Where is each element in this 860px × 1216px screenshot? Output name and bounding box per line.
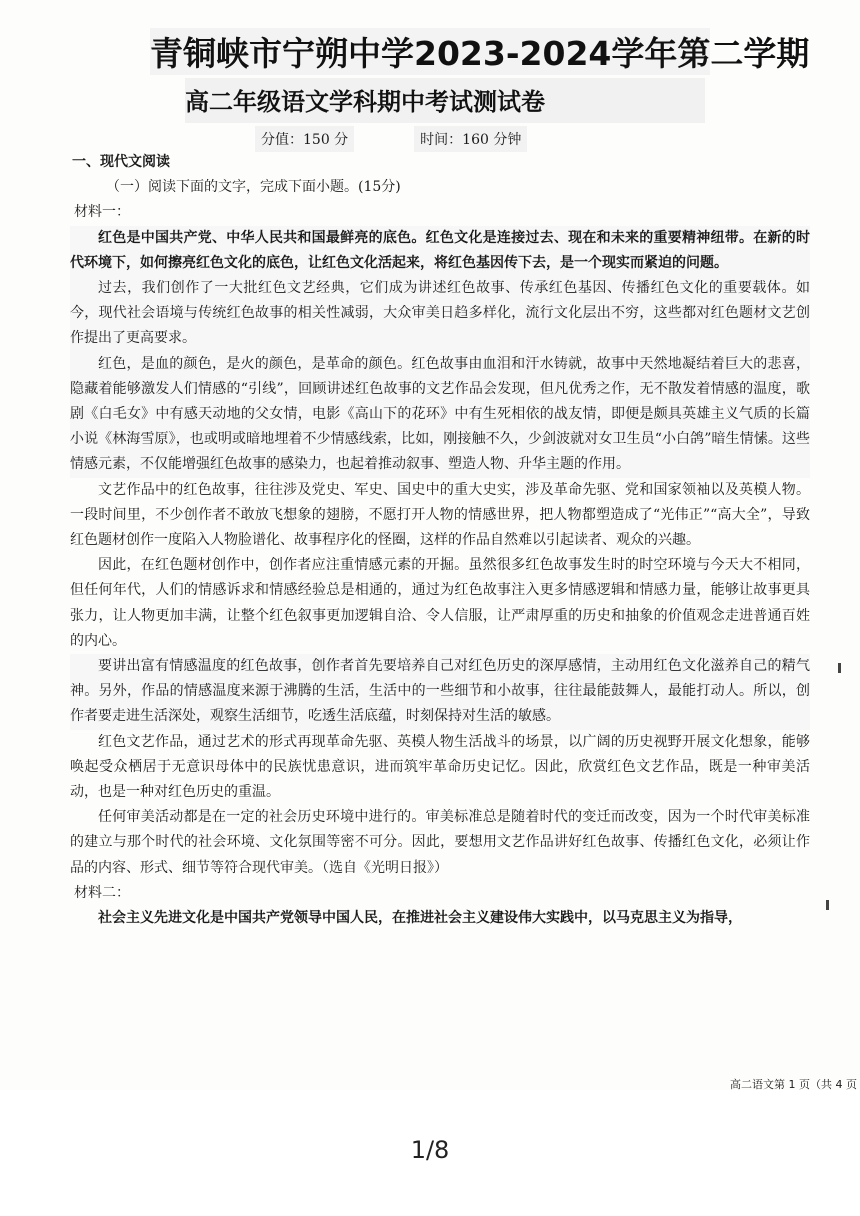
scan-speck [826,900,829,910]
question-instructions: （一）阅读下面的文字，完成下面小题。(15分) [106,179,401,196]
material1-label: 材料一： [74,204,130,221]
exam-content [70,150,810,931]
paragraph: 红色文艺作品，通过艺术的形式再现革命先驱、英模人物生活战斗的场景，以广阔的历史视野开展文化想象，能够唤起受众栖居于无意识母体中的民族忧患意识，进而筑牢革命历史记忆。因此，欣赏红色文艺作品，既是一种审美活动，也是一种对红色历史的重温。 [70,733,810,801]
exam-meta [255,126,655,152]
scan-speck [838,663,841,673]
paragraph: 红色是中国共产党、中华人民共和国最鲜亮的底色。红色文化是连接过去、现在和未来的重要精神纽带。在新的时代环境下，如何擦亮红色文化的底色，让红色文化活起来，将红色基因传下去，是一个现实而紧迫的问题。 [70,226,810,276]
exam-subtitle: 高二年级语文学科期中考试测试卷 [185,78,705,123]
exam-title: 青铜峡市宁朔中学2023-2024学年第二学期 [150,28,710,75]
paragraph: 红色，是血的颜色，是火的颜色，是革命的颜色。红色故事由血泪和汗水铸就，故事中天然地凝结着巨大的悲喜，隐藏着能够激发人们情感的“引线”，回顾讲述红色故事的文艺作品会发现，但凡优秀之作，无不散发着情感的温度，歌剧《白毛女》中有感天动地的父女情，电影《高山下的花环》中有生死相依的战友情，即便是颇具英雄主义气质的长篇小说《林海雪原》，也或明或暗地埋着不少情感线索，比如，刚接触不久，少剑波就对女卫生员“小白鸽”暗生情愫。这些情感元素，不仅能增强红色故事的感染力，也起着推动叙事、塑造人物、升华主题的作用。 [70,352,810,478]
paragraph: 因此，在红色题材创作中，创作者应注重情感元素的开掘。虽然很多红色故事发生时的时空环境与今天大不相同，但任何年代，人们的情感诉求和情感经验总是相通的，通过为红色故事注入更多情感逻辑和情感力量，能够让故事更具张力，让人物更加丰满，让整个红色叙事更加逻辑自洽、令人信服，让严肃厚重的历史和抽象的价值观念走进普通百姓的内心。 [70,557,810,649]
page-indicator: 1/8 [410,1136,450,1164]
page-footer-code: 高二语文第 1 页（共 4 页 [730,1078,857,1091]
paragraph: 任何审美活动都是在一定的社会历史环境中进行的。审美标准总是随着时代的变迁而改变，因为一个时代审美标准的建立与那个时代的社会环境、文化氛围等密不可分。因此，要想用文艺作品讲好红色故事、传播红色文化，必须让作品的内容、形式、细节等符合现代审美。（选自《光明日报》） [70,809,810,876]
material2-label: 材料二： [74,884,130,901]
score-label: 分值：150 分 [255,126,354,152]
paragraph: 要讲出富有情感温度的红色故事，创作者首先要培养自己对红色历史的深厚感情，主动用红色文化滋养自己的精气神。另外，作品的情感温度来源于沸腾的生活，生活中的一些细节和小故事，往往最能鼓舞人，最能打动人。所以，创作者要走进生活深处，观察生活细节，吃透生活底蕴，时刻保持对生活的敏感。 [70,654,810,730]
section-heading: 一、现代文阅读 [72,154,170,170]
paragraph: 文艺作品中的红色故事，往往涉及党史、军史、国史中的重大史实，涉及革命先驱、党和国家领袖以及英模人物。一段时间里，不少创作者不敢放飞想象的翅膀，不愿打开人物的情感世界，把人物都塑造成了“光伟正”“高大全”，导致红色题材创作一度陷入人物脸谱化、故事程序化的怪圈，这样的作品自然难以引起读者、观众的兴趣。 [70,481,810,549]
paragraph: 过去，我们创作了一大批红色文艺经典，它们成为讲述红色故事、传承红色基因、传播红色文化的重要载体。如今，现代社会语境与传统红色故事的相关性减弱，大众审美日趋多样化，流行文化层出不穷，这些都对红色题材文艺创作提出了更高要求。 [70,276,810,352]
paragraph: 社会主义先进文化是中国共产党领导中国人民，在推进社会主义建设伟大实践中，以马克思主义为指导， [98,910,742,927]
time-label: 时间：160 分钟 [414,126,527,152]
